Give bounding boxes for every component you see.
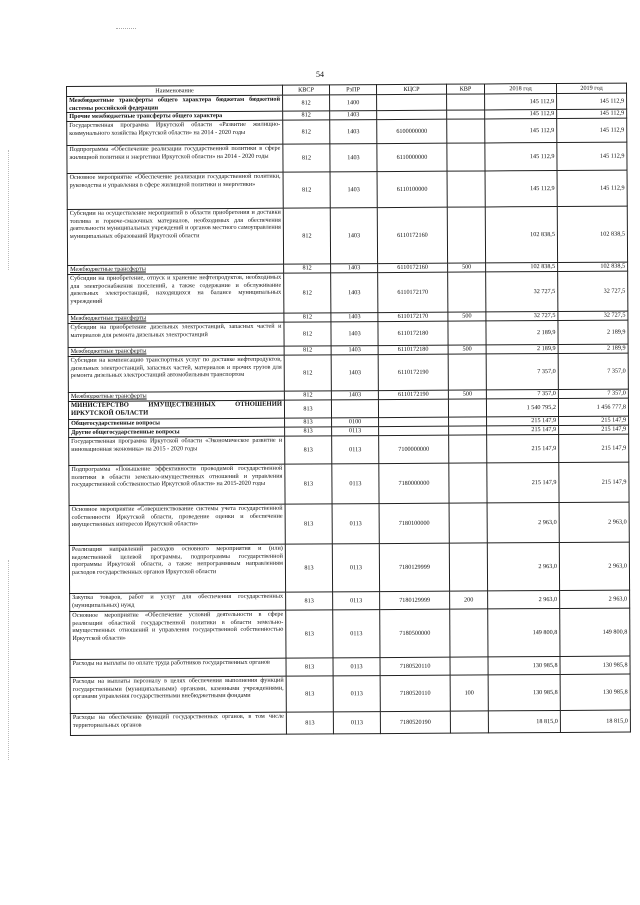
cell-kvr [447, 207, 485, 263]
page-number: 54 [316, 70, 324, 79]
cell-rzpr: 1400 [330, 95, 377, 111]
cell-2018: 2 189,9 [486, 345, 558, 354]
cell-kvsr: 812 [283, 208, 330, 264]
cell-kvr [447, 143, 485, 171]
cell-2018: 130 985,8 [488, 675, 560, 711]
cell-kvr: 500 [448, 263, 486, 272]
cell-2019: 32 727,5 [558, 311, 628, 320]
cell-kcsr [377, 110, 447, 119]
cell-kvr [447, 171, 485, 207]
cell-name: Расходы на выплаты персоналу в целях обеспечения выполнения функций государственными (муниципальными) органами, казенными учреждениями, органами управления государственными внебюджетными фондами [70, 676, 286, 713]
cell-kvsr: 813 [285, 436, 332, 464]
cell-kcsr: 7180000000 [379, 463, 449, 503]
cell-name: Межбюджетные трансферты [68, 391, 284, 401]
table-body [67, 93, 631, 736]
cell-2018: 215 147,9 [487, 417, 559, 426]
cell-2019: 1 456 777,8 [558, 398, 628, 416]
cell-kcsr: 6110172170 [378, 312, 448, 321]
cell-name: Субсидии на приобретение дизельных электростанций, запасных частей и материалов для ремонта дизельных электростанций [68, 322, 284, 347]
cell-2019: 2 963,0 [560, 590, 630, 608]
cell-kvsr: 813 [286, 610, 333, 658]
cell-rzpr: 1403 [331, 355, 378, 391]
cell-2019: 18 815,0 [560, 710, 630, 732]
cell-kvsr: 813 [286, 592, 333, 610]
cell-kvsr: 813 [285, 464, 332, 504]
scan-artifact [116, 28, 136, 30]
cell-2019: 2 189,9 [558, 320, 628, 344]
cell-2019: 145 112,9 [557, 142, 627, 170]
cell-name: Субсидии на осуществление мероприятий в области приобретения и доставки топлива и горюче-смазочных материалов, необходимых для обеспечения деятельности муниципальных учреждений и органов местного самоуправления муниципальных образований Иркутской области [67, 208, 283, 265]
cell-kcsr: 6110172190 [378, 354, 448, 390]
cell-kvsr: 812 [284, 346, 331, 355]
cell-kvsr: 812 [283, 144, 330, 172]
cell-kcsr: 7180500000 [380, 609, 450, 657]
cell-name: Государственная программа Иркутской области «Экономическое развитие и инновационная экономика» на 2015 - 2020 годы [69, 436, 285, 465]
cell-name: Государственная программа Иркутской области «Развитие жилищно-коммунального хозяйства Иркутской области» на 2014 - 2020 годы [67, 120, 283, 145]
cell-rzpr: 1403 [330, 120, 377, 144]
cell-name: Межбюджетные трансферты [68, 313, 284, 323]
cell-kcsr: 7180100000 [379, 503, 449, 543]
cell-2018: 145 112,9 [485, 94, 557, 111]
cell-kvr [448, 399, 486, 417]
cell-2018: 2 963,0 [488, 591, 560, 609]
cell-rzpr: 1403 [330, 172, 377, 208]
cell-rzpr: 1403 [331, 391, 378, 400]
cell-kvr [448, 272, 486, 312]
table-row [69, 542, 629, 593]
cell-rzpr: 1403 [330, 208, 377, 264]
table-row [68, 271, 628, 314]
cell-kvr [447, 119, 485, 143]
cell-kvsr: 813 [286, 712, 333, 734]
header-name: Наименование [67, 85, 283, 96]
cell-rzpr: 0113 [332, 436, 379, 464]
cell-name: Субсидии на приобретение, отпуск и хранение нефтепродуктов, необходимых для электроснабжения поселений, а также содержание и обслуживание дизельных электростанций, находящихся на балансе муниципальных учреждений [68, 273, 284, 314]
table-row [67, 118, 627, 145]
cell-rzpr: 0113 [332, 464, 379, 504]
cell-2018: 215 147,9 [487, 435, 559, 463]
cell-kcsr: 7180520110 [380, 657, 450, 675]
cell-rzpr [331, 400, 378, 418]
cell-kvr [450, 609, 488, 657]
cell-name: Расходы на обеспечение функций государственных органов, в том числе территориальных органов [70, 712, 286, 735]
header-rzpr: РзПР [329, 85, 376, 95]
cell-kcsr: 6110172190 [378, 390, 448, 399]
cell-name: Общегосударственные вопросы [69, 418, 285, 428]
cell-2019: 2 189,9 [558, 344, 628, 353]
cell-rzpr: 1403 [331, 264, 378, 273]
cell-rzpr: 0113 [332, 427, 379, 436]
cell-kvr [449, 543, 487, 591]
cell-kvsr: 812 [284, 273, 331, 313]
cell-2019: 2 963,0 [559, 542, 629, 590]
table-row [67, 142, 627, 173]
cell-2018: 1 540 795,2 [486, 399, 558, 417]
header-2018: 2018 год [484, 84, 556, 94]
cell-rzpr: 1403 [331, 313, 378, 322]
cell-2018: 2 963,0 [487, 503, 559, 543]
cell-kvsr: 812 [283, 172, 330, 208]
cell-kvsr: 812 [283, 111, 330, 120]
cell-kcsr [378, 399, 448, 417]
cell-kvr: 200 [450, 591, 488, 609]
cell-2018: 32 727,5 [486, 312, 558, 321]
cell-kcsr: 6110172180 [378, 321, 448, 345]
cell-rzpr: 0113 [333, 610, 380, 658]
cell-2018: 18 815,0 [488, 711, 560, 733]
cell-2018: 32 727,5 [486, 272, 558, 312]
cell-rzpr: 0100 [332, 418, 379, 427]
cell-rzpr: 1403 [331, 346, 378, 355]
cell-kvsr: 813 [285, 418, 332, 427]
cell-kvsr: 813 [286, 658, 333, 676]
cell-kvsr: 812 [284, 391, 331, 400]
cell-kvsr: 812 [283, 95, 330, 111]
cell-kvsr: 813 [286, 676, 333, 712]
cell-kvsr: 812 [284, 313, 331, 322]
cell-name: Межбюджетные трансферты общего характера бюджетам бюджетной системы российской федерации [67, 95, 283, 113]
cell-name: Реализация направлений расходов основного мероприятия и (или) ведомственной целевой программы, подпрограммы государственной программы Иркутской области, а также непрограммным направлениям расходов государственных органов Иркутской области [69, 544, 285, 593]
cell-2019: 102 838,5 [558, 262, 628, 271]
cell-kvr [447, 94, 485, 110]
cell-kvsr: 812 [284, 322, 331, 346]
cell-kvsr: 813 [284, 400, 331, 418]
cell-kvsr: 812 [284, 355, 331, 391]
header-kvsr: КВСР [282, 85, 329, 95]
cell-kvr: 500 [448, 390, 486, 399]
cell-2018: 102 838,5 [486, 263, 558, 272]
cell-rzpr: 0113 [333, 676, 380, 712]
header-kvr: КВР [446, 84, 484, 94]
cell-name: Межбюджетные трансферты [68, 264, 284, 274]
cell-kvr [450, 657, 488, 675]
cell-2019: 2 963,0 [559, 502, 629, 542]
cell-name: Закупка товаров, работ и услуг для обеспечения государственных (муниципальных) нужд [70, 592, 286, 611]
cell-2019: 7 357,0 [558, 389, 628, 398]
cell-2018: 2 189,9 [486, 321, 558, 345]
cell-name: МИНИСТЕРСТВО ИМУЩЕСТВЕННЫХ ОТНОШЕНИЙ ИРКУТСКОЙ ОБЛАСТИ [68, 400, 284, 419]
cell-name: Основное мероприятие «Обеспечение условий деятельности в сфере реализации областной государственной политики в области земельно-имущественных отношений и управления государственной собственностью Иркутской области» [70, 610, 286, 659]
cell-name: Расходы на выплаты по оплате труда работников государственных органов [70, 658, 286, 677]
table-row [67, 170, 627, 209]
cell-2018: 2 963,0 [487, 543, 559, 591]
cell-2018: 215 147,9 [487, 463, 559, 503]
cell-kvsr: 812 [283, 120, 330, 144]
table-row [68, 353, 628, 392]
cell-name: Подпрограмма «Обеспечение реализации государственной политики в сфере жилищной политики и энергетики Иркутской области» на 2014 - 2020 годы [67, 144, 283, 173]
cell-rzpr: 0113 [333, 658, 380, 676]
cell-name: Подпрограмма «Повышение эффективности проводимой государственной политики в области земельно-имущественных отношений и управления государственной собственностью Иркутской области» на 2015-2020 годы [69, 464, 285, 505]
cell-kvr [448, 354, 486, 390]
cell-rzpr: 1403 [330, 144, 377, 172]
cell-kcsr: 6110172170 [378, 272, 448, 312]
cell-2018: 145 112,9 [485, 110, 557, 119]
cell-2018: 145 112,9 [485, 143, 557, 171]
cell-2019: 130 985,8 [560, 674, 630, 710]
cell-kcsr: 6100000000 [377, 119, 447, 143]
table-row [67, 206, 627, 265]
cell-kcsr [377, 94, 447, 111]
cell-2018: 145 112,9 [485, 171, 557, 207]
table-row [70, 674, 630, 713]
table-row [70, 710, 630, 735]
cell-kcsr [379, 417, 449, 426]
cell-rzpr: 0113 [333, 712, 380, 734]
cell-2019: 145 112,9 [557, 170, 627, 206]
cell-kvsr: 813 [285, 504, 332, 544]
cell-2019: 130 985,8 [560, 656, 630, 674]
cell-2019: 149 800,8 [560, 608, 630, 656]
cell-rzpr: 1403 [331, 322, 378, 346]
cell-2018: 149 800,8 [488, 609, 560, 657]
cell-kvr [449, 503, 487, 543]
budget-table [66, 83, 631, 737]
cell-2019: 215 147,9 [559, 462, 629, 502]
cell-kcsr: 7180520190 [380, 711, 450, 733]
cell-2019: 215 147,9 [559, 434, 629, 462]
header-2019: 2019 год [556, 83, 626, 93]
cell-kvsr: 812 [284, 264, 331, 273]
cell-kvr: 100 [450, 675, 488, 711]
cell-kvr [449, 463, 487, 503]
cell-kcsr: 6110172180 [378, 345, 448, 354]
cell-kcsr: 6110172160 [378, 263, 448, 272]
cell-kvr [449, 435, 487, 463]
cell-kvsr: 813 [285, 544, 332, 592]
table-row [69, 502, 629, 545]
cell-kvr [449, 426, 487, 435]
cell-2019: 145 112,9 [557, 93, 627, 110]
cell-2019: 32 727,5 [558, 271, 628, 311]
cell-name: Субсидии на компенсацию транспортных услуг по доставке нефтепродуктов, дизельных электростанций, запасных частей, материалов и прочих грузов для ремонта дизельных электростанций автомобильным транспортом [68, 355, 284, 392]
cell-kvr: 500 [448, 345, 486, 354]
cell-2018: 7 357,0 [486, 390, 558, 399]
scan-edge-artifact [8, 560, 10, 760]
table-row [68, 320, 628, 347]
cell-2018: 215 147,9 [487, 426, 559, 435]
cell-kcsr: 6110172160 [377, 207, 447, 263]
cell-2019: 215 147,9 [559, 425, 629, 434]
header-kcsr: КЦСР [376, 84, 446, 94]
table-row [69, 434, 629, 465]
cell-kcsr [379, 426, 449, 435]
cell-2018: 130 985,8 [488, 657, 560, 675]
table-row [69, 462, 629, 505]
cell-name: Основное мероприятие «Совершенствование системы учета государственной собственности Иркутской области, проведение оценки и обеспечение имущественных интересов Иркутской области» [69, 504, 285, 545]
cell-kcsr: 7180129999 [380, 591, 450, 609]
cell-kcsr: 6110100000 [377, 171, 447, 207]
scan-edge-artifact [8, 150, 10, 270]
cell-2019: 145 112,9 [557, 109, 627, 118]
cell-name: Межбюджетные трансферты [68, 346, 284, 356]
cell-kvr [449, 417, 487, 426]
cell-rzpr: 0113 [332, 504, 379, 544]
cell-kvr [450, 711, 488, 733]
cell-rzpr: 1403 [331, 273, 378, 313]
cell-kcsr: 7100000000 [379, 435, 449, 463]
cell-kvr [447, 110, 485, 119]
cell-kcsr: 7180520110 [380, 675, 450, 711]
cell-kvsr: 813 [285, 427, 332, 436]
cell-2018: 145 112,9 [485, 119, 557, 143]
cell-kcsr: 7180129999 [379, 543, 449, 591]
cell-2018: 7 357,0 [486, 354, 558, 390]
table-row [70, 608, 630, 659]
cell-name: Основное мероприятие «Обеспечение реализации государственной политики, руководства и управления в сфере жилищной политики и энергетики» [67, 172, 283, 209]
cell-2019: 145 112,9 [557, 118, 627, 142]
cell-rzpr: 0113 [332, 544, 379, 592]
cell-kvr: 500 [448, 312, 486, 321]
cell-kcsr: 6110000000 [377, 143, 447, 171]
cell-name: Другие общегосударственные вопросы [69, 427, 285, 437]
cell-2019: 7 357,0 [558, 353, 628, 389]
cell-kvr [448, 321, 486, 345]
cell-name: Прочие межбюджетные трансферты общего характера [67, 111, 283, 121]
cell-2018: 102 838,5 [485, 207, 557, 263]
cell-2019: 215 147,9 [559, 416, 629, 425]
cell-rzpr: 1403 [330, 111, 377, 120]
cell-rzpr: 0113 [333, 592, 380, 610]
cell-2019: 102 838,5 [557, 206, 627, 262]
